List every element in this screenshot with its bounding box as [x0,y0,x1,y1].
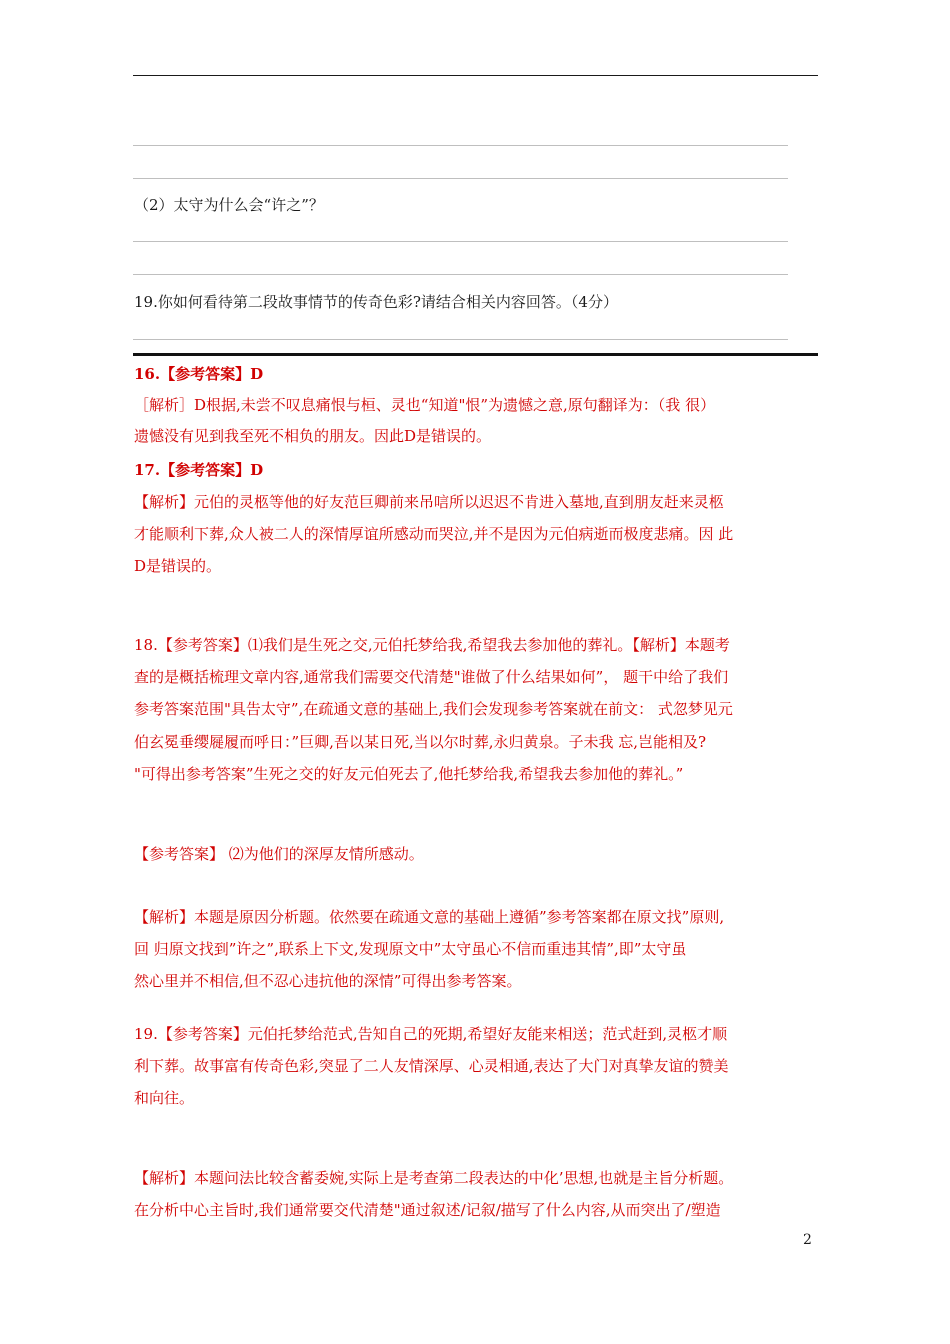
answer-18-line: 参考答案范围"具告太守”,在疏通文意的基础上,我们会发现参考答案就在前文： 式忽梦见元 [134,700,733,718]
page-number: 2 [803,1232,812,1248]
header-rule [133,75,818,76]
answer-17-line: 【解析】元伯的灵柩等他的好友范巨卿前来吊唁所以迟迟不肯进入墓地,直到朋友赶来灵柩 [134,493,724,511]
answer-16-line: 遗憾没有见到我至死不相负的朋友。因此D是错误的。 [134,427,492,445]
question-19: 19.你如何看待第二段故事情节的传奇色彩?请结合相关内容回答。（4分） [134,293,618,311]
answer-line [133,145,788,146]
answer-line [133,178,788,179]
answer-line [133,241,788,242]
answer-18-line: 查的是概括梳理文章内容,通常我们需要交代清楚"谁做了什么结果如何”， 题干中给了我们 [134,668,729,686]
analysis-18-2-line: 回 归原文找到”许之”,联系上下文,发现原文中”太守虽心不信而重违其情”,即”太守虽 [134,940,687,958]
answer-17-line: D是错误的。 [134,557,222,575]
answer-18-2: 【参考答案】 ⑵为他们的深厚友情所感动。 [134,845,424,863]
answer-18-line: "可得出参考答案”生死之交的好友元伯死去了,他托梦给我,希望我去参加他的葬礼。” [134,765,684,783]
answer-line [133,339,788,340]
answer-19-line: 19.【参考答案】元伯托梦给范式,告知自己的死期,希望好友能来相送；范式赶到,灵柩才顺 [134,1025,728,1043]
section-divider [133,353,818,356]
answer-19-line: 利下葬。故事富有传奇色彩,突显了二人友情深厚、心灵相通,表达了大门对真挚友谊的赞美 [134,1057,729,1075]
answer-19-line: 和向往。 [134,1089,195,1107]
question-18-2: （2）太守为什么会“许之”？ [134,196,324,214]
analysis-19-line: 【解析】本题问法比较含蓄委婉,实际上是考查第二段表达的中化’思想,也就是主旨分析题。 [134,1169,734,1187]
answer-16-title: 16.【参考答案】D [134,365,264,383]
answer-18-line: 18.【参考答案】⑴我们是生死之交,元伯托梦给我,希望我去参加他的葬礼。【解析】本题考 [134,636,730,654]
analysis-19-line: 在分析中心主旨时,我们通常要交代清楚"通过叙述/记叙/描写了什么内容,从而突出了/塑造 [134,1201,721,1219]
answer-17-title: 17.【参考答案】D [134,461,264,479]
answer-16-line: ［解析］D根据,未尝不叹息痛恨与桓、灵也“知道"恨”为遗憾之意,原句翻译为：（我 很） [134,396,716,414]
answer-line [133,274,788,275]
analysis-18-2-line: 【解析】本题是原因分析题。依然要在疏通文意的基础上遵循”参考答案都在原文找”原则, [134,908,725,926]
analysis-18-2-line: 然心里并不相信,但不忍心违抗他的深情”可得出参考答案。 [134,972,522,990]
answer-17-line: 才能顺利下葬,众人被二人的深情厚谊所感动而哭泣,并不是因为元伯病逝而极度悲痛。因 此 [134,525,734,543]
answer-18-line: 伯玄冕垂缨屣履而呼日：”巨卿,吾以某日死,当以尔时葬,永归黄泉。子未我 忘,岂能相及? [134,733,707,751]
